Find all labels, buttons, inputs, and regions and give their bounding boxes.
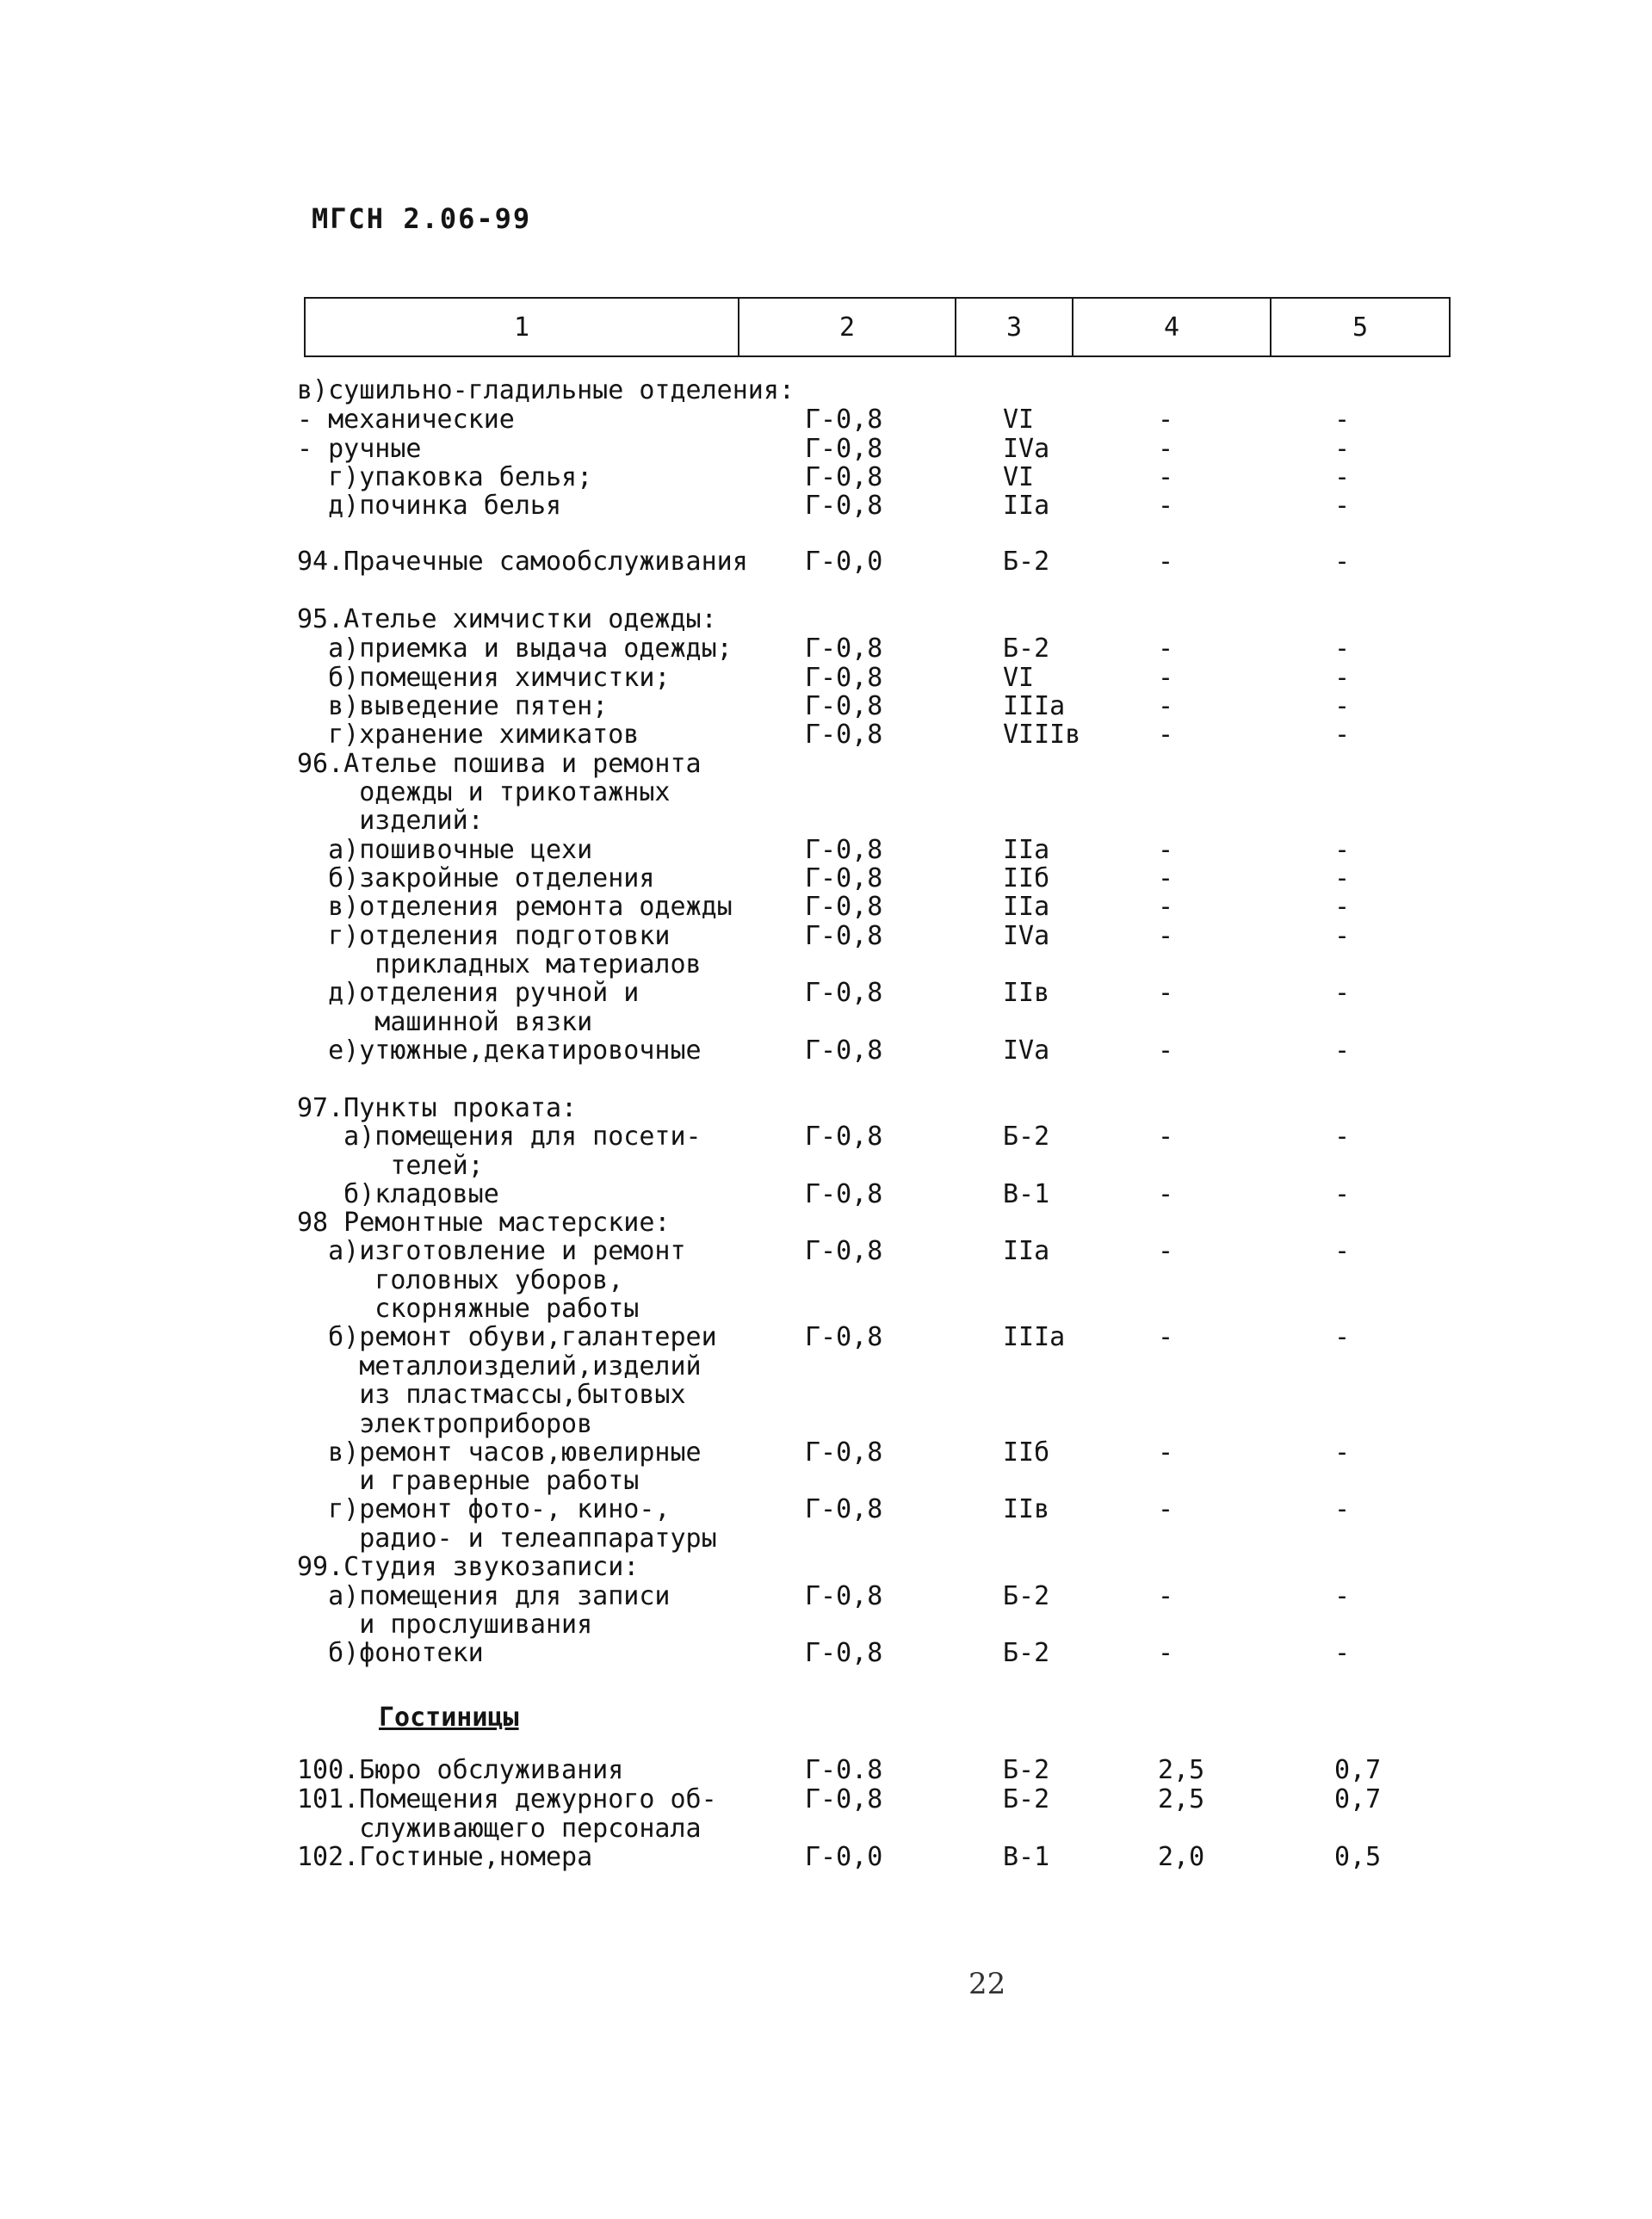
- row-value-4: -: [1158, 720, 1174, 750]
- table-row: [0, 1610, 1652, 1640]
- table-row: [0, 1266, 1652, 1295]
- row-class-a: Г-0,8: [805, 835, 883, 865]
- row-value-5: -: [1334, 1638, 1351, 1668]
- row-class-b: В-1: [1003, 1179, 1050, 1209]
- row-class-a: Г-0,8: [805, 634, 883, 664]
- row-class-a: Г-0,8: [805, 863, 883, 893]
- table-row: [0, 1843, 1652, 1872]
- row-class-a: Г-0,8: [805, 892, 883, 922]
- row-value-4: -: [1158, 835, 1174, 865]
- row-class-b: IIIа: [1003, 691, 1066, 721]
- row-name: и граверные работы: [297, 1466, 640, 1496]
- row-class-b: IVa: [1003, 1035, 1050, 1066]
- table-row: [0, 1410, 1652, 1439]
- header-cell-4: 4: [1163, 312, 1180, 343]
- row-name: - ручные: [297, 434, 422, 464]
- table-row: [0, 692, 1652, 721]
- row-value-5: -: [1334, 547, 1351, 577]
- row-name: б)закройные отделения: [297, 863, 655, 893]
- row-class-b: IIа: [1003, 1236, 1050, 1266]
- row-class-b: IIа: [1003, 892, 1050, 922]
- row-name: головных уборов,: [297, 1265, 624, 1295]
- row-name: 102.Гостиные,номера: [297, 1842, 593, 1872]
- table-row: [0, 634, 1652, 664]
- table-row: [0, 1814, 1652, 1844]
- row-name: в)сушильно-гладильные отделения:: [297, 375, 795, 405]
- row-class-b: IIIа: [1003, 1322, 1066, 1352]
- row-value-4: -: [1158, 434, 1174, 464]
- header-cell-1: 1: [513, 312, 530, 343]
- header-cell-2: 2: [838, 312, 856, 343]
- row-class-a: Г-0,8: [805, 1784, 883, 1814]
- row-name: 95.Ателье химчистки одежды:: [297, 604, 717, 634]
- row-name: 96.Ателье пошива и ремонта: [297, 749, 702, 779]
- row-value-5: -: [1334, 1035, 1351, 1066]
- table-row: [0, 1323, 1652, 1352]
- row-name: служивающего персонала: [297, 1814, 702, 1844]
- row-class-b: Б-2: [1003, 1122, 1050, 1152]
- row-class-a: Г-0,8: [805, 663, 883, 693]
- table-row: [0, 864, 1652, 893]
- row-name: б)фонотеки: [297, 1638, 484, 1668]
- row-value-5: 0,7: [1334, 1755, 1382, 1785]
- row-value-4: -: [1158, 491, 1174, 521]
- table-row: [0, 547, 1652, 577]
- table-row: [0, 1553, 1652, 1582]
- table-row: [0, 1467, 1652, 1496]
- table-row: [0, 750, 1652, 779]
- row-value-4: 2,5: [1158, 1755, 1205, 1785]
- row-class-a: Г-0.8: [805, 1755, 883, 1785]
- page-number: 22: [968, 1967, 1006, 2001]
- row-name: а)помещения для записи: [297, 1581, 671, 1611]
- row-value-5: -: [1334, 1236, 1351, 1266]
- row-value-5: -: [1334, 1322, 1351, 1352]
- header-cell-3: 3: [1005, 312, 1023, 343]
- row-name: и прослушивания: [297, 1610, 593, 1640]
- table-row: [0, 1122, 1652, 1152]
- row-value-4: -: [1158, 1638, 1174, 1668]
- table-row: [0, 922, 1652, 951]
- row-name: 94.Прачечные самообслуживания: [297, 547, 748, 577]
- row-value-4: -: [1158, 691, 1174, 721]
- row-name: г)ремонт фото-, кино-,: [297, 1494, 671, 1524]
- table-row: [0, 1352, 1652, 1381]
- row-class-b: Б-2: [1003, 634, 1050, 664]
- row-name: электроприборов: [297, 1409, 593, 1439]
- row-name: радио- и телеаппаратуры: [297, 1524, 717, 1554]
- row-value-4: -: [1158, 1236, 1174, 1266]
- row-class-b: IIа: [1003, 491, 1050, 521]
- row-class-b: IVa: [1003, 921, 1050, 951]
- table-row: [0, 836, 1652, 865]
- row-value-4: -: [1158, 1581, 1174, 1611]
- row-name: г)упаковка белья;: [297, 462, 593, 492]
- table-row: [0, 1237, 1652, 1266]
- row-name: изделий:: [297, 806, 484, 836]
- row-name: а)помещения для посети-: [297, 1122, 702, 1152]
- row-name: металлоизделий,изделий: [297, 1351, 702, 1381]
- row-class-a: Г-0,8: [805, 1122, 883, 1152]
- row-value-5: -: [1334, 921, 1351, 951]
- row-class-a: Г-0,8: [805, 434, 883, 464]
- row-class-b: Б-2: [1003, 1638, 1050, 1668]
- row-name: телей;: [297, 1151, 484, 1181]
- row-name: д)отделения ручной и: [297, 978, 640, 1008]
- row-value-5: -: [1334, 634, 1351, 664]
- row-name: б)ремонт обуви,галантереи: [297, 1322, 717, 1352]
- table-row: [0, 1756, 1652, 1785]
- row-value-4: -: [1158, 1179, 1174, 1209]
- row-class-a: Г-0,8: [805, 1638, 883, 1668]
- row-name: б)кладовые: [297, 1179, 499, 1209]
- table-row: [0, 376, 1652, 405]
- document-code: МГСН 2.06-99: [312, 202, 532, 235]
- row-class-a: Г-0,8: [805, 491, 883, 521]
- table-row: [0, 1381, 1652, 1410]
- row-name: в)отделения ремонта одежды: [297, 892, 733, 922]
- row-value-4: -: [1158, 1494, 1174, 1524]
- row-name: скорняжные работы: [297, 1294, 640, 1324]
- table-row: [0, 463, 1652, 492]
- table-row: [0, 893, 1652, 922]
- row-class-b: VI: [1003, 405, 1035, 435]
- row-value-4: -: [1158, 1122, 1174, 1152]
- row-class-b: IIб: [1003, 863, 1050, 893]
- table-row: [0, 1008, 1652, 1037]
- row-class-b: В-1: [1003, 1842, 1050, 1872]
- row-value-5: -: [1334, 978, 1351, 1008]
- row-value-4: -: [1158, 978, 1174, 1008]
- table-row: [0, 1180, 1652, 1209]
- table-row: [0, 1582, 1652, 1611]
- row-name: а)пошивочные цехи: [297, 835, 593, 865]
- row-class-a: Г-0,8: [805, 1437, 883, 1468]
- row-value-4: -: [1158, 663, 1174, 693]
- row-value-4: -: [1158, 892, 1174, 922]
- section-title: Гостиницы: [379, 1703, 519, 1733]
- row-class-a: Г-0,8: [805, 1581, 883, 1611]
- row-value-5: 0,7: [1334, 1784, 1382, 1814]
- row-value-5: -: [1334, 462, 1351, 492]
- row-name: 101.Помещения дежурного об-: [297, 1784, 717, 1814]
- row-name: 100.Бюро обслуживания: [297, 1755, 624, 1785]
- row-name: а)приемка и выдача одежды;: [297, 634, 733, 664]
- row-value-5: 0,5: [1334, 1842, 1382, 1872]
- row-value-5: -: [1334, 663, 1351, 693]
- row-name: в)выведение пятен;: [297, 691, 609, 721]
- row-class-b: IIб: [1003, 1437, 1050, 1468]
- row-value-5: -: [1334, 1122, 1351, 1152]
- row-value-4: -: [1158, 1035, 1174, 1066]
- row-name: прикладных материалов: [297, 949, 702, 980]
- row-value-5: -: [1334, 491, 1351, 521]
- row-value-4: -: [1158, 1322, 1174, 1352]
- row-name: 98 Ремонтные мастерские:: [297, 1208, 671, 1238]
- row-class-a: Г-0,8: [805, 921, 883, 951]
- row-class-a: Г-0,8: [805, 1035, 883, 1066]
- row-class-b: IIв: [1003, 1494, 1050, 1524]
- row-value-4: 2,0: [1158, 1842, 1205, 1872]
- row-value-5: -: [1334, 691, 1351, 721]
- row-name: г)отделения подготовки: [297, 921, 671, 951]
- table-row: [0, 1495, 1652, 1524]
- row-class-a: Г-0,8: [805, 1236, 883, 1266]
- row-value-4: -: [1158, 405, 1174, 435]
- row-value-4: -: [1158, 1437, 1174, 1468]
- row-value-5: -: [1334, 720, 1351, 750]
- row-value-5: -: [1334, 892, 1351, 922]
- table-row: [0, 435, 1652, 464]
- table-row: [0, 1295, 1652, 1324]
- row-class-b: VI: [1003, 462, 1035, 492]
- row-value-5: -: [1334, 1494, 1351, 1524]
- row-value-4: -: [1158, 921, 1174, 951]
- row-class-b: Б-2: [1003, 1581, 1050, 1611]
- table-row: [0, 491, 1652, 521]
- table-row: [0, 1094, 1652, 1123]
- row-value-5: -: [1334, 434, 1351, 464]
- row-value-4: -: [1158, 634, 1174, 664]
- table-row: [0, 1524, 1652, 1554]
- row-class-b: Б-2: [1003, 547, 1050, 577]
- row-value-5: -: [1334, 835, 1351, 865]
- table-row: [0, 1036, 1652, 1066]
- row-name: машинной вязки: [297, 1007, 593, 1037]
- table-row: [0, 720, 1652, 750]
- row-value-5: -: [1334, 405, 1351, 435]
- table-row: [0, 807, 1652, 836]
- row-value-5: -: [1334, 1437, 1351, 1468]
- row-value-4: -: [1158, 547, 1174, 577]
- table-row: [0, 1785, 1652, 1814]
- row-name: в)ремонт часов,ювелирные: [297, 1437, 702, 1468]
- row-class-b: VIIIв: [1003, 720, 1081, 750]
- row-class-b: VI: [1003, 663, 1035, 693]
- row-name: из пластмассы,бытовых: [297, 1380, 686, 1410]
- row-class-a: Г-0,8: [805, 978, 883, 1008]
- row-name: е)утюжные,декатировочные: [297, 1035, 702, 1066]
- row-class-a: Г-0,8: [805, 1179, 883, 1209]
- row-class-a: Г-0,8: [805, 405, 883, 435]
- table-row: [0, 950, 1652, 980]
- table-row: [0, 1152, 1652, 1181]
- table-row: [0, 664, 1652, 693]
- row-name: б)помещения химчистки;: [297, 663, 671, 693]
- row-class-a: Г-0,8: [805, 720, 883, 750]
- table-row: [0, 1438, 1652, 1468]
- row-name: д)починка белья: [297, 491, 562, 521]
- row-class-b: IIв: [1003, 978, 1050, 1008]
- table-header: [304, 297, 1451, 357]
- row-name: 99.Студия звукозаписи:: [297, 1552, 640, 1582]
- row-class-b: Б-2: [1003, 1784, 1050, 1814]
- table-row: [0, 979, 1652, 1008]
- table-row: [0, 778, 1652, 807]
- row-class-b: IVa: [1003, 434, 1050, 464]
- row-value-5: -: [1334, 1581, 1351, 1611]
- row-value-5: -: [1334, 1179, 1351, 1209]
- row-value-4: -: [1158, 462, 1174, 492]
- row-value-4: 2,5: [1158, 1784, 1205, 1814]
- header-cell-5: 5: [1352, 312, 1369, 343]
- row-name: одежды и трикотажных: [297, 777, 671, 807]
- row-value-4: -: [1158, 863, 1174, 893]
- table-row: [0, 405, 1652, 435]
- row-class-a: Г-0,8: [805, 1322, 883, 1352]
- row-class-b: IIа: [1003, 835, 1050, 865]
- table-row: [0, 1639, 1652, 1668]
- row-name: 97.Пункты проката:: [297, 1093, 578, 1123]
- row-value-5: -: [1334, 863, 1351, 893]
- row-class-a: Г-0,8: [805, 691, 883, 721]
- row-class-a: Г-0,8: [805, 1494, 883, 1524]
- table-row: [0, 1208, 1652, 1238]
- row-name: а)изготовление и ремонт: [297, 1236, 686, 1266]
- row-class-b: Б-2: [1003, 1755, 1050, 1785]
- table-row: [0, 605, 1652, 634]
- row-class-a: Г-0,0: [805, 1842, 883, 1872]
- row-name: - механические: [297, 405, 515, 435]
- row-name: г)хранение химикатов: [297, 720, 640, 750]
- row-class-a: Г-0,8: [805, 462, 883, 492]
- row-class-a: Г-0,0: [805, 547, 883, 577]
